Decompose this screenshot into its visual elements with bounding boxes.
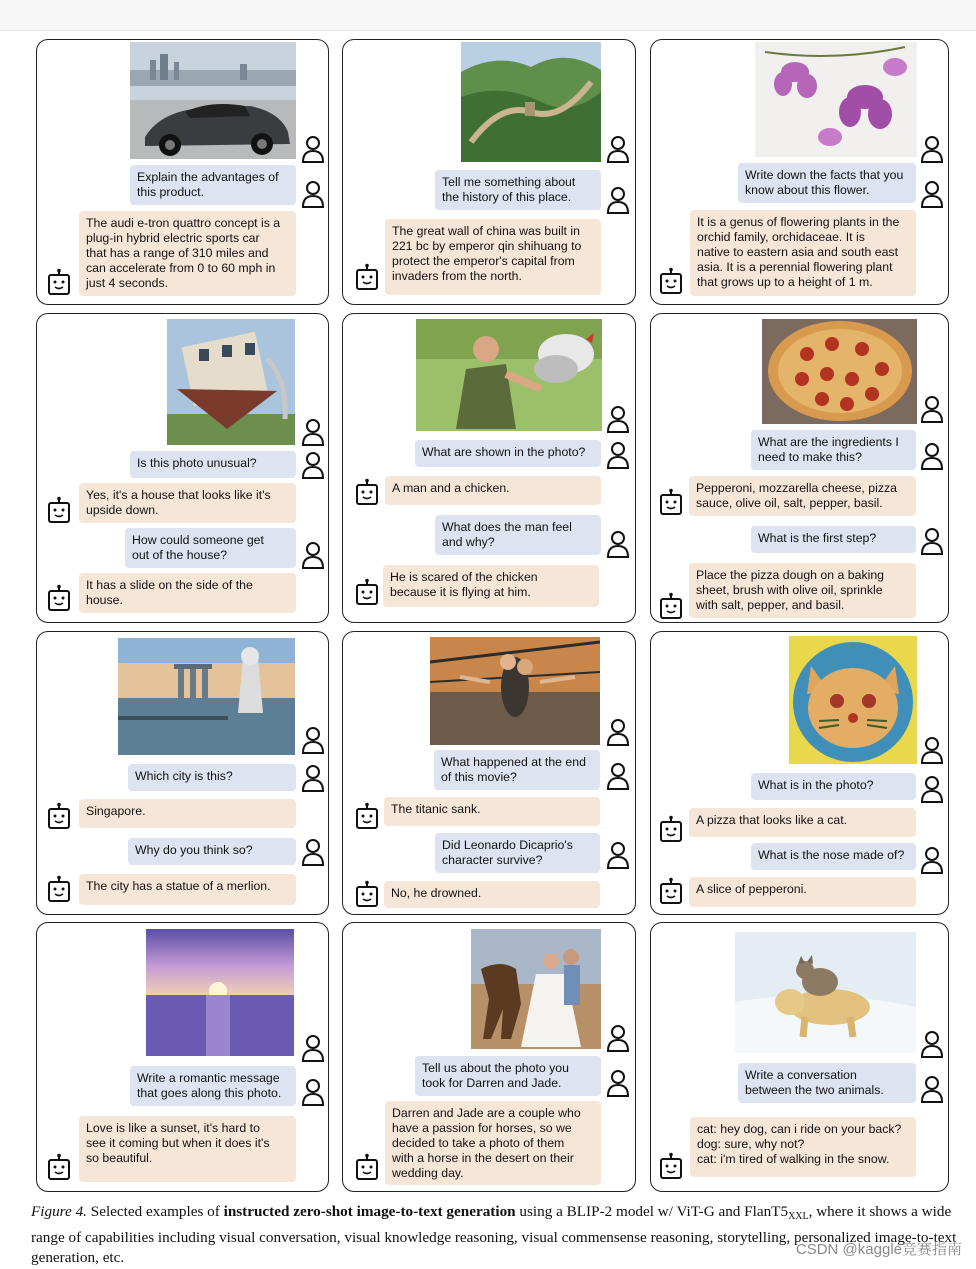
user-icon — [920, 180, 944, 208]
user-icon — [301, 1034, 325, 1062]
robot-icon — [47, 875, 71, 903]
user-icon — [920, 395, 944, 423]
user-icon — [920, 846, 944, 874]
user-icon — [920, 1030, 944, 1058]
model-response: The titanic sank. — [384, 797, 600, 826]
robot-icon — [47, 268, 71, 296]
robot-icon — [659, 815, 683, 843]
user-icon — [301, 180, 325, 208]
user-icon — [920, 1075, 944, 1103]
user-message: Explain the advantages of this product. — [130, 165, 296, 205]
user-icon — [606, 1069, 630, 1097]
user-message: What are shown in the photo? — [415, 440, 601, 467]
upside-down-house-photo — [167, 319, 295, 445]
user-icon — [606, 718, 630, 746]
caption-text: using a BLIP-2 model w/ ViT-G and FlanT5 — [515, 1203, 789, 1220]
user-message: How could someone get out of the house? — [125, 528, 296, 568]
user-icon — [301, 451, 325, 479]
user-message: Is this photo unusual? — [130, 451, 296, 478]
model-response: No, he drowned. — [384, 881, 600, 908]
user-message: Tell us about the photo you took for Darren and Jade. — [415, 1056, 601, 1096]
user-icon — [920, 736, 944, 764]
user-icon — [301, 838, 325, 866]
model-response: A slice of pepperoni. — [689, 877, 916, 907]
caption-text: Selected examples of — [86, 1203, 224, 1220]
robot-icon — [355, 802, 379, 830]
model-response: A man and a chicken. — [385, 476, 601, 505]
user-icon — [920, 527, 944, 555]
orchid-photo — [755, 42, 917, 157]
user-icon — [301, 1078, 325, 1106]
robot-icon — [355, 1153, 379, 1181]
caption-bold-text: instructed zero-shot image-to-text generation — [223, 1203, 516, 1220]
robot-icon — [355, 263, 379, 291]
user-icon — [301, 726, 325, 754]
user-icon — [920, 442, 944, 470]
watermark: CSDN @kaggle竞赛指南 — [795, 1241, 962, 1258]
pizza-photo — [762, 319, 917, 424]
user-icon — [606, 135, 630, 163]
user-message: What are the ingredients I need to make this? — [751, 430, 916, 470]
user-message: Why do you think so? — [128, 838, 296, 865]
user-icon — [606, 405, 630, 433]
user-message: What is in the photo? — [751, 773, 916, 800]
cat-pizza-photo — [789, 636, 917, 764]
robot-icon — [355, 578, 379, 606]
model-response: Love is like a sunset, it's hard to see it coming but when it does it's so beautiful. — [79, 1116, 296, 1182]
user-message: Which city is this? — [128, 764, 296, 791]
model-response: cat: hey dog, can i ride on your back? dog: sure, why not? cat: i'm tired of walking in the snow. — [690, 1117, 916, 1177]
user-message: Write down the facts that you know about this flower. — [738, 163, 916, 203]
user-icon — [301, 541, 325, 569]
robot-icon — [659, 488, 683, 516]
robot-icon — [659, 592, 683, 620]
user-message: What is the first step? — [751, 526, 916, 553]
user-icon — [301, 135, 325, 163]
cat-dog-photo — [735, 932, 916, 1053]
figure-label: Figure 4. — [31, 1203, 87, 1220]
robot-icon — [47, 802, 71, 830]
sunset-photo — [146, 929, 294, 1056]
model-response: Place the pizza dough on a baking sheet, brush with olive oil, sprinkle with salt, pepper, and basil. — [689, 563, 916, 618]
model-response: It is a genus of flowering plants in the orchid family, orchidaceae. It is native to eastern asia and south east asia. It is a perennial flowering plant that grows up to a height of 1 m. — [690, 210, 916, 296]
model-response: Singapore. — [79, 799, 296, 828]
user-icon — [301, 418, 325, 446]
user-message: What does the man feel and why? — [435, 515, 601, 555]
user-icon — [606, 441, 630, 469]
car-photo — [130, 42, 296, 159]
singapore-photo — [118, 638, 295, 755]
caption-text: , where it shows a wide range of capabilities including visual conversation, visual knowledge reasoning, visual commensense reasoning, storytelling, personalized image-to-text generation, etc. — [31, 1203, 957, 1266]
model-response: A pizza that looks like a cat. — [689, 808, 916, 837]
model-response: It has a slide on the side of the house. — [79, 573, 296, 613]
user-message: Write a romantic message that goes along this photo. — [130, 1066, 296, 1106]
model-response: The city has a statue of a merlion. — [79, 874, 296, 905]
caption-subscript: XXL — [788, 1211, 809, 1222]
man-chicken-photo — [416, 319, 602, 431]
user-message: Write a conversation between the two animals. — [738, 1063, 916, 1103]
robot-icon — [47, 584, 71, 612]
user-icon — [301, 764, 325, 792]
great-wall-photo — [461, 42, 601, 162]
robot-icon — [355, 478, 379, 506]
user-icon — [606, 762, 630, 790]
user-message: Tell me something about the history of this place. — [435, 170, 601, 210]
model-response: Yes, it's a house that looks like it's upside down. — [79, 483, 296, 523]
robot-icon — [659, 877, 683, 905]
robot-icon — [355, 880, 379, 908]
model-response: Pepperoni, mozzarella cheese, pizza sauce, olive oil, salt, pepper, basil. — [689, 476, 916, 516]
model-response: The great wall of china was built in 221 bc by emperor qin shihuang to protect the emperor's capital from invaders from the north. — [385, 219, 601, 295]
model-response: He is scared of the chicken because it is flying at him. — [383, 565, 599, 607]
user-icon — [606, 530, 630, 558]
user-icon — [606, 186, 630, 214]
top-bar — [0, 0, 976, 31]
user-icon — [606, 841, 630, 869]
model-response: The audi e-tron quattro concept is a plug-in hybrid electric sports car that has a range of 310 miles and can accelerate from 0 to 60 mph in just 4 seconds. — [79, 211, 296, 296]
robot-icon — [47, 1153, 71, 1181]
robot-icon — [659, 1152, 683, 1180]
user-message: What is the nose made of? — [751, 843, 916, 870]
couple-horse-photo — [471, 929, 601, 1049]
titanic-photo — [430, 637, 600, 745]
user-message: What happened at the end of this movie? — [434, 750, 600, 790]
robot-icon — [47, 496, 71, 524]
user-icon — [920, 775, 944, 803]
user-icon — [920, 135, 944, 163]
robot-icon — [659, 267, 683, 295]
user-icon — [606, 1024, 630, 1052]
user-message: Did Leonardo Dicaprio's character survive? — [435, 833, 600, 873]
model-response: Darren and Jade are a couple who have a passion for horses, so we decided to take a photo of them with a horse in the desert on their wedding day. — [385, 1101, 601, 1185]
